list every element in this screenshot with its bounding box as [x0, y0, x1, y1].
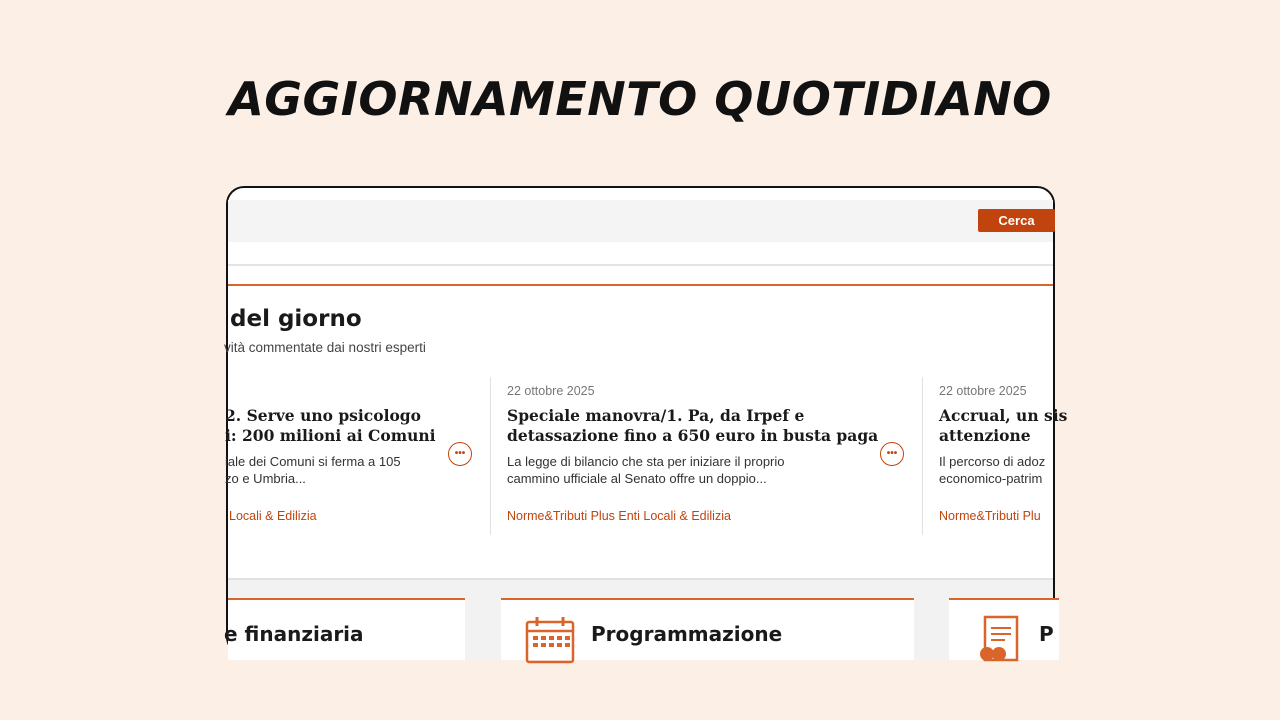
news-card-excerpt: Il percorso di adoz economico-patrim [939, 454, 1046, 486]
category-card[interactable] [224, 598, 465, 660]
news-card-title[interactable]: 2. Serve uno psicologo i: 200 milioni ai Comuni [225, 406, 436, 445]
news-section [224, 284, 1068, 580]
news-card-excerpt: iale dei Comuni si ferma a 105 zo e Umbria... [225, 454, 401, 486]
card-divider [922, 377, 923, 535]
news-card-tag[interactable]: Locali & Edilizia [229, 509, 317, 523]
news-card[interactable] [939, 379, 1068, 539]
news-card-title[interactable]: Speciale manovra/1. Pa, da Irpef e detassazione fino a 650 euro in busta paga [507, 406, 879, 445]
search-bar [228, 200, 1053, 242]
section-title: del giorno [230, 306, 362, 332]
calendar-icon [525, 616, 577, 666]
ellipsis-icon[interactable]: ••• [880, 442, 904, 466]
news-card-title[interactable]: Accrual, un sis attenzione [939, 406, 1068, 445]
news-card-tag[interactable]: Norme&Tributi Plus Enti Locali & Edilizia [507, 509, 731, 523]
category-title[interactable]: Programmazione [591, 622, 783, 646]
document-icon [975, 614, 1025, 664]
card-divider [490, 377, 491, 535]
category-title[interactable]: P [1039, 622, 1054, 646]
category-card[interactable] [949, 598, 1059, 660]
section-subtitle: vità commentate dai nostri esperti [224, 340, 426, 355]
ellipsis-icon[interactable]: ••• [448, 442, 472, 466]
news-card-date: 22 ottobre 2025 [939, 384, 1027, 398]
search-button[interactable]: Cerca [978, 209, 1055, 232]
category-title[interactable]: e finanziaria [224, 622, 364, 646]
news-card-excerpt: La legge di bilancio che sta per iniziare il proprio cammino ufficiale al Senato offre un doppio... [507, 454, 785, 486]
news-card-date: 22 ottobre 2025 [507, 384, 595, 398]
news-card-tag[interactable]: Norme&Tributi Plu [939, 509, 1041, 523]
category-card[interactable] [501, 598, 914, 660]
page-headline: AGGIORNAMENTO QUOTIDIANO [228, 72, 1052, 126]
divider [228, 264, 1053, 266]
browser-frame [224, 186, 1068, 655]
news-card[interactable] [507, 379, 927, 539]
